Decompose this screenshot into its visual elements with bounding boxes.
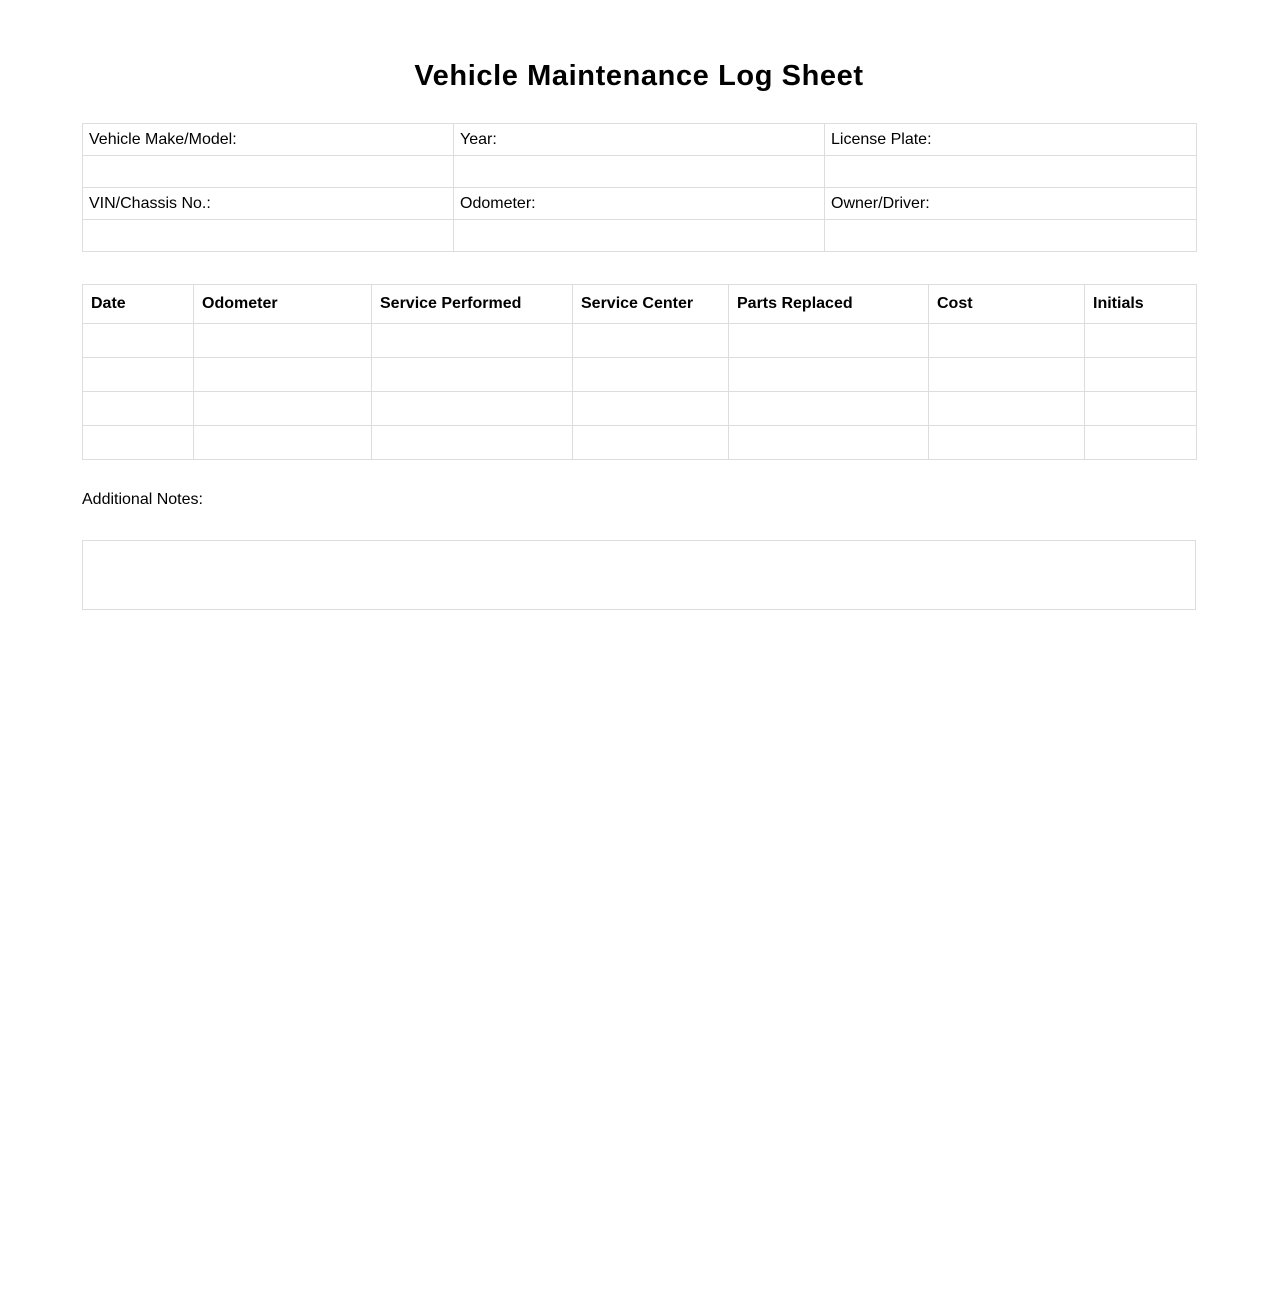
additional-notes-label: Additional Notes: <box>82 491 203 508</box>
maintenance-log-table <box>82 284 1197 460</box>
year-label: Year: <box>454 124 825 156</box>
cost-cell[interactable] <box>929 324 1085 358</box>
cost-cell[interactable] <box>929 392 1085 426</box>
cost-cell[interactable] <box>929 358 1085 392</box>
service-center-cell[interactable] <box>573 426 729 460</box>
service-performed-cell[interactable] <box>372 358 573 392</box>
parts-replaced-cell[interactable] <box>729 358 929 392</box>
initials-cell[interactable] <box>1085 324 1197 358</box>
service-performed-cell[interactable] <box>372 324 573 358</box>
odometer-label: Odometer: <box>454 188 825 220</box>
vin-chassis-label: VIN/Chassis No.: <box>83 188 454 220</box>
service-center-cell[interactable] <box>573 358 729 392</box>
initials-cell[interactable] <box>1085 392 1197 426</box>
date-cell[interactable] <box>83 358 194 392</box>
date-cell[interactable] <box>83 324 194 358</box>
date-cell[interactable] <box>83 426 194 460</box>
column-header-initials: Initials <box>1085 285 1197 324</box>
page-title: Vehicle Maintenance Log Sheet <box>414 60 864 92</box>
vehicle-info-label-row <box>83 124 1197 156</box>
column-header-service-performed: Service Performed <box>372 285 573 324</box>
initials-cell[interactable] <box>1085 358 1197 392</box>
odometer-field[interactable] <box>454 220 825 252</box>
column-header-service-center: Service Center <box>573 285 729 324</box>
odometer-cell[interactable] <box>194 358 372 392</box>
table-row <box>83 324 1197 358</box>
table-header-row <box>83 285 1197 324</box>
service-center-cell[interactable] <box>573 392 729 426</box>
parts-replaced-cell[interactable] <box>729 324 929 358</box>
odometer-cell[interactable] <box>194 426 372 460</box>
vehicle-make-model-label: Vehicle Make/Model: <box>83 124 454 156</box>
service-performed-cell[interactable] <box>372 426 573 460</box>
vin-chassis-field[interactable] <box>83 220 454 252</box>
column-header-odometer: Odometer <box>194 285 372 324</box>
table-row <box>83 358 1197 392</box>
owner-driver-field[interactable] <box>825 220 1197 252</box>
date-cell[interactable] <box>83 392 194 426</box>
table-row <box>83 392 1197 426</box>
cost-cell[interactable] <box>929 426 1085 460</box>
license-plate-field[interactable] <box>825 156 1197 188</box>
initials-cell[interactable] <box>1085 426 1197 460</box>
vehicle-info-label-row <box>83 188 1197 220</box>
service-center-cell[interactable] <box>573 324 729 358</box>
parts-replaced-cell[interactable] <box>729 426 929 460</box>
parts-replaced-cell[interactable] <box>729 392 929 426</box>
license-plate-label: License Plate: <box>825 124 1197 156</box>
additional-notes-field[interactable] <box>82 540 1196 610</box>
vehicle-info-value-row <box>83 220 1197 252</box>
vehicle-info-value-row <box>83 156 1197 188</box>
vehicle-info-table <box>82 123 1197 252</box>
column-header-parts-replaced: Parts Replaced <box>729 285 929 324</box>
odometer-cell[interactable] <box>194 324 372 358</box>
vehicle-make-model-field[interactable] <box>83 156 454 188</box>
column-header-cost: Cost <box>929 285 1085 324</box>
year-field[interactable] <box>454 156 825 188</box>
table-row <box>83 426 1197 460</box>
service-performed-cell[interactable] <box>372 392 573 426</box>
odometer-cell[interactable] <box>194 392 372 426</box>
owner-driver-label: Owner/Driver: <box>825 188 1197 220</box>
column-header-date: Date <box>83 285 194 324</box>
